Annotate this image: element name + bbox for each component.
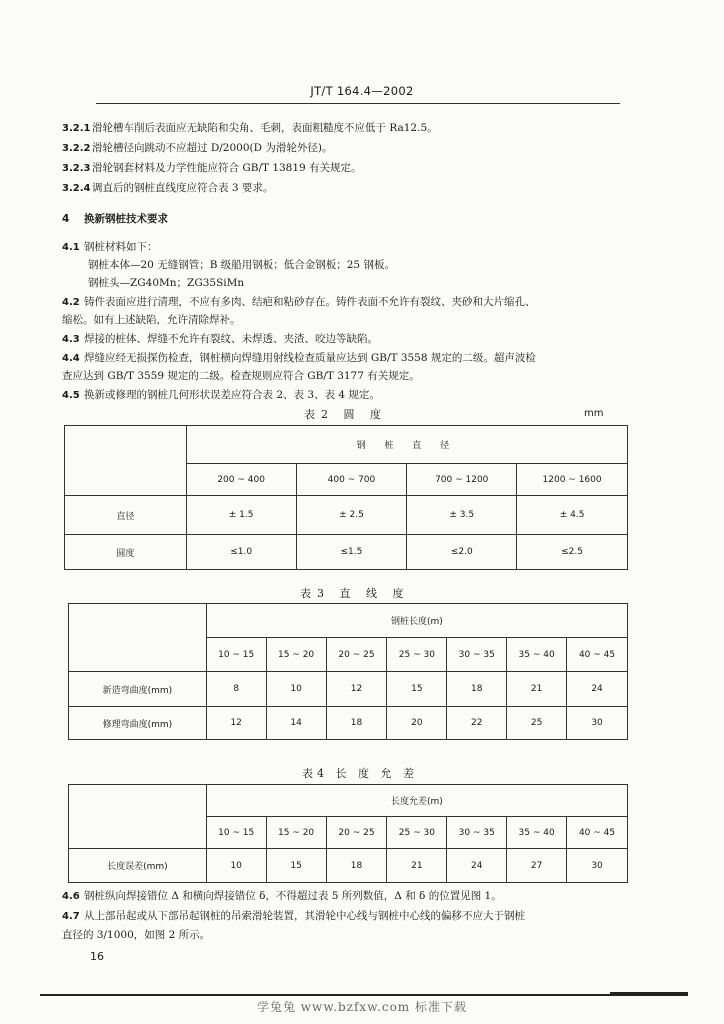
table-cell: ± 3.5	[407, 496, 517, 535]
table-cell: 21	[387, 849, 447, 883]
table-cell: 12	[206, 707, 266, 740]
table-cell: ≤2.5	[517, 535, 628, 570]
table-4-col: 20 ~ 25	[326, 817, 387, 849]
table-cell: 12	[326, 672, 387, 707]
table-3-col: 30 ~ 35	[447, 638, 507, 672]
clause-4-1-head: 钢桩头—ZG40Mn；ZG35SiMn	[88, 277, 245, 289]
table-4-col: 35 ~ 40	[507, 817, 567, 849]
table-cell: ± 2.5	[296, 496, 407, 535]
table-cell: 10	[266, 672, 326, 707]
table-3-corner	[69, 604, 207, 672]
table-cell: 21	[507, 672, 567, 707]
table-cell: 30	[567, 849, 628, 883]
clause-3-2-4: 3.2.4 调直后的钢桩直线度应符合表 3 要求。	[62, 182, 274, 194]
table-cell: 18	[326, 707, 387, 740]
table-3-col: 15 ~ 20	[266, 638, 326, 672]
table-3-col: 10 ~ 15	[206, 638, 266, 672]
table-2-col: 700 ~ 1200	[407, 464, 517, 496]
table-3	[68, 603, 628, 740]
table-3-caption: 表3 直 线 度	[300, 587, 410, 600]
clause-3-2-1: 3.2.1 滑轮槽车削后表面应无缺陷和尖角、毛刺，表面粗糙度不应低于 Ra12.5。	[62, 122, 438, 134]
table-2-col: 400 ~ 700	[296, 464, 407, 496]
clause-4-2-cont: 缩松。如有上述缺陷，允许清除焊补。	[62, 314, 241, 326]
table-cell: 15	[387, 672, 447, 707]
table-row	[69, 707, 628, 740]
table-cell: 14	[266, 707, 326, 740]
table-cell: 8	[206, 672, 266, 707]
table-2	[64, 425, 628, 570]
clause-4-7-cont: 直径的 3/1000，如图 2 所示。	[62, 929, 211, 941]
table-4-caption: 表4 长 度 允 差	[302, 767, 418, 780]
table-cell: 22	[447, 707, 507, 740]
clause-4-2: 4.2 铸件表面应进行清理，不应有多肉、结疤和粘砂存在。铸件表面不允许有裂纹、夹砂和大片缩孔、	[62, 296, 536, 308]
table-4-col: 25 ~ 30	[387, 817, 447, 849]
table-cell: ≤1.0	[186, 535, 296, 570]
footer-watermark: 学兔兔 www.bzfxw.com 标准下载	[256, 1000, 468, 1014]
table-3-row-label: 新造弯曲度(mm)	[69, 672, 207, 707]
table-2-group-header: 钢 桩 直 径	[186, 426, 627, 464]
table-row	[69, 672, 628, 707]
table-cell: 20	[387, 707, 447, 740]
section-4-title: 4 换新钢桩技术要求	[62, 213, 168, 225]
table-2-corner	[65, 426, 187, 496]
table-2-unit: mm	[584, 408, 604, 419]
table-3-group-header: 钢桩长度(m)	[206, 604, 627, 638]
bottom-rule	[40, 994, 688, 996]
table-row	[65, 535, 628, 570]
clause-4-3: 4.3 焊接的桩体、焊缝不允许有裂纹、未焊透、夹渣、咬边等缺陷。	[62, 333, 378, 345]
table-cell: 27	[507, 849, 567, 883]
table-4-row-label: 长度误差(mm)	[69, 849, 207, 883]
header-rule	[96, 103, 620, 104]
table-cell: 10	[206, 849, 266, 883]
table-2-caption: 表2 圆 度	[304, 408, 387, 421]
document-header: JT/T 164.4—2002	[310, 84, 414, 98]
clause-3-2-2: 3.2.2 滑轮槽径向跳动不应超过 D/2000(D 为滑轮外径)。	[62, 142, 333, 154]
table-row	[65, 496, 628, 535]
page-number: 16	[90, 950, 104, 963]
table-4-col: 40 ~ 45	[567, 817, 628, 849]
table-cell: 15	[266, 849, 326, 883]
table-4-group-header: 长度允差(m)	[206, 785, 627, 817]
clause-4-5: 4.5 换新或修理的钢桩几何形状误差应符合表 2、表 3、表 4 规定。	[62, 389, 380, 401]
clause-4-4-cont: 查应达到 GB/T 3559 规定的二级。检查规则应符合 GB/T 3177 有关规定。	[62, 370, 420, 382]
table-4-corner	[69, 785, 207, 849]
table-3-col: 40 ~ 45	[567, 638, 628, 672]
table-2-col: 200 ~ 400	[186, 464, 296, 496]
table-3-col: 35 ~ 40	[507, 638, 567, 672]
table-cell: ± 1.5	[186, 496, 296, 535]
table-4-col: 10 ~ 15	[206, 817, 266, 849]
bottom-rule-thick	[610, 992, 688, 995]
table-3-row-label: 修理弯曲度(mm)	[69, 707, 207, 740]
table-4-col: 30 ~ 35	[447, 817, 507, 849]
table-cell: 25	[507, 707, 567, 740]
table-cell: ≤1.5	[296, 535, 407, 570]
table-cell: 24	[447, 849, 507, 883]
clause-4-1-materials: 钢桩本体—20 无缝钢管；B 级船用钢板；低合金钢板；25 钢板。	[88, 259, 395, 271]
table-cell: 24	[567, 672, 628, 707]
table-2-col: 1200 ~ 1600	[517, 464, 628, 496]
table-2-row-label: 直径	[65, 496, 187, 535]
table-row	[69, 849, 628, 883]
clause-4-6: 4.6 钢桩纵向焊接错位 Δ 和横向焊接错位 δ，不得超过表 5 所列数值，Δ 和 δ 的位置见图 1。	[62, 890, 502, 902]
table-2-row-label: 圆度	[65, 535, 187, 570]
table-4	[68, 784, 628, 883]
table-cell: ≤2.0	[407, 535, 517, 570]
table-cell: 18	[326, 849, 387, 883]
table-4-col: 15 ~ 20	[266, 817, 326, 849]
table-cell: ± 4.5	[517, 496, 628, 535]
table-cell: 18	[447, 672, 507, 707]
clause-4-7: 4.7 从上部吊起或从下部吊起钢桩的吊索滑轮装置，其滑轮中心线与钢桩中心线的偏移不应大于钢桩	[62, 910, 525, 922]
clause-3-2-3: 3.2.3 滑轮钢套材料及力学性能应符合 GB/T 13819 有关规定。	[62, 162, 362, 174]
clause-4-4: 4.4 焊缝应经无损探伤检查，钢桩横向焊缝用射线检查质量应达到 GB/T 3558 规定的二级。超声波检	[62, 352, 536, 364]
table-3-col: 20 ~ 25	[326, 638, 387, 672]
table-cell: 30	[567, 707, 628, 740]
table-3-col: 25 ~ 30	[387, 638, 447, 672]
clause-4-1: 4.1 钢桩材料如下：	[62, 241, 158, 253]
